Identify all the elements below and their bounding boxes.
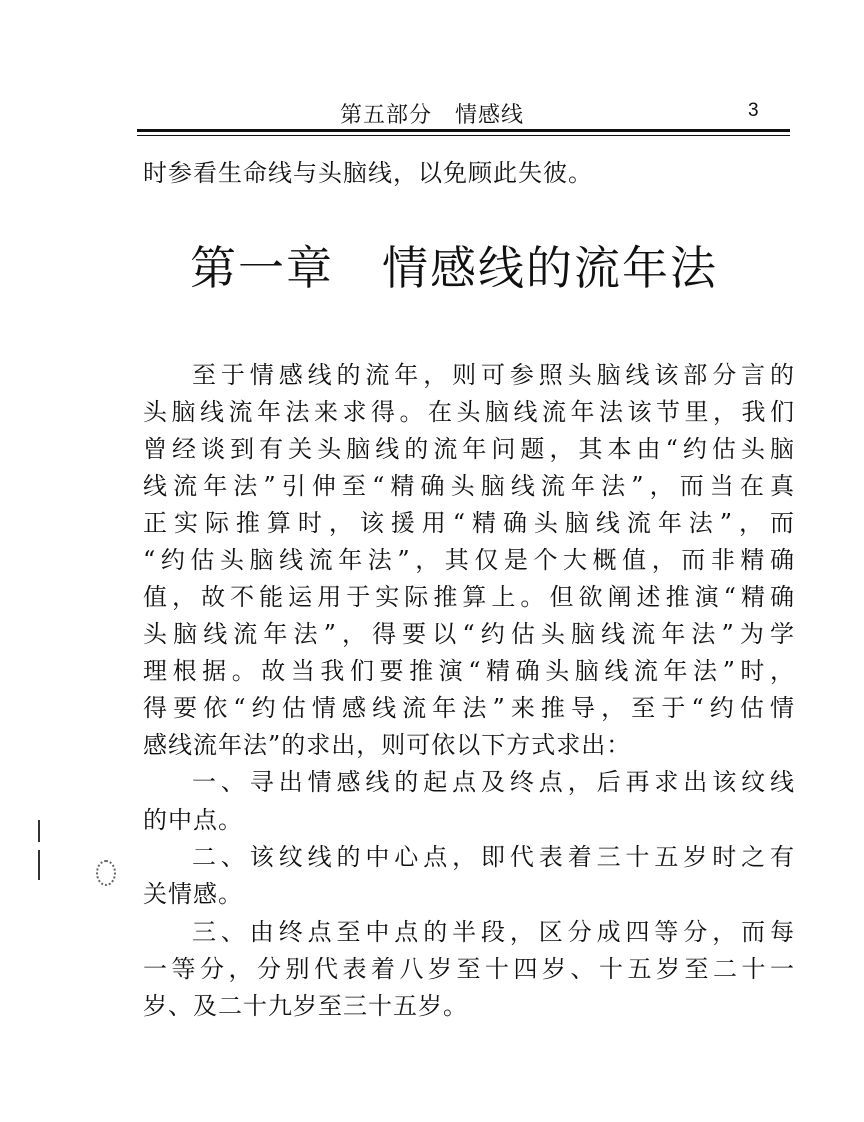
- scan-mark: [38, 850, 40, 880]
- body-line: 理根据。故当我们要推演“精确头脑线流年法”时，: [143, 657, 795, 685]
- scan-mark: [38, 820, 40, 842]
- body-line: “约估头脑线流年法”，其仅是个大概值，而非精确: [143, 546, 795, 574]
- scan-smudge: [96, 860, 116, 886]
- body-line: 的中点。: [143, 806, 243, 834]
- body-line: 三、由终点至中点的半段，区分成四等分，而每: [192, 918, 795, 946]
- running-title: 第五部分 情感线: [340, 103, 525, 128]
- body-line: 曾经谈到有关头脑线的流年问题，其本由“约估头脑: [143, 435, 795, 463]
- body-line: 正实际推算时，该援用“精确头脑线流年法”，而: [143, 509, 795, 537]
- page-number: 3: [748, 100, 759, 121]
- body-line: 得要依“约估情感线流年法”来推导，至于“约估情: [143, 694, 795, 722]
- body-line: 头脑线流年法”，得要以“约估头脑线流年法”为学: [143, 620, 795, 648]
- body-line: 线流年法”引伸至“精确头脑线流年法”，而当在真: [143, 472, 795, 500]
- body-line: 岁、及二十九岁至三十五岁。: [143, 992, 468, 1020]
- body-line: 时参看生命线与头脑线，以免顾此失彼。: [143, 159, 593, 187]
- body-line: 感线流年法”的求出，则可依以下方式求出：: [143, 731, 632, 759]
- body-line: 一、寻出情感线的起点及终点，后再求出该纹线: [192, 768, 795, 796]
- body-line: 至于情感线的流年，则可参照头脑线该部分言的: [192, 361, 795, 389]
- header-rule-thin: [137, 135, 790, 136]
- body-line: 头脑线流年法来求得。在头脑线流年法该节里，我们: [143, 398, 795, 426]
- chapter-title: [190, 240, 740, 296]
- body-line: 值，故不能运用于实际推算上。但欲阐述推演“精确: [143, 583, 795, 611]
- body-line: 一等分，分别代表着八岁至十四岁、十五岁至二十一: [143, 955, 795, 983]
- chapter-number: 第一章: [190, 241, 334, 295]
- body-line: 关情感。: [143, 880, 243, 908]
- header-rule-thick: [137, 129, 790, 132]
- body-line: 二、该纹线的中心点，即代表着三十五岁时之有: [192, 843, 795, 871]
- chapter-name: 情感线的流年法: [382, 241, 718, 295]
